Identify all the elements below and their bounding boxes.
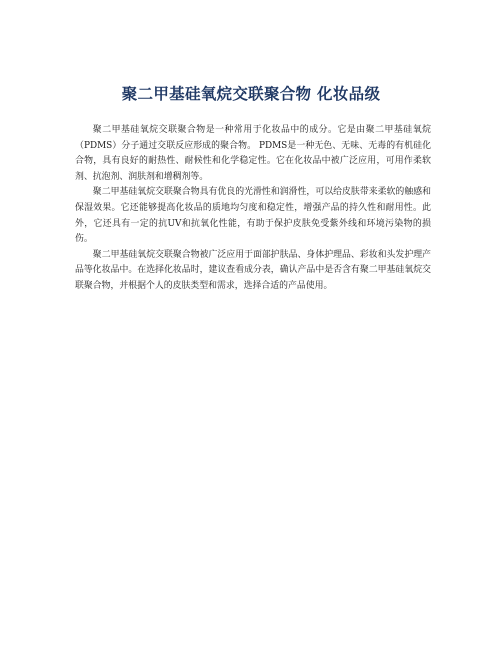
paragraph-2: 聚二甲基硅氧烷交联聚合物具有优良的光滑性和润滑性，可以给皮肤带来柔软的触感和保湿效果。它还能够提高化妆品的质地均匀度和稳定性，增强产品的持久性和耐用性。此外，它还具有一定的抗UV和抗氧化性能，有助于保护皮肤免受紫外线和环境污染物的损伤。 — [75, 187, 431, 245]
document-body — [75, 123, 431, 295]
document-title: 聚二甲基硅氧烷交联聚合物 化妆品级 — [121, 85, 381, 103]
paragraph-3: 聚二甲基硅氧烷交联聚合物被广泛应用于面部护肤品、身体护理品、彩妆和头发护理产品等化妆品中。在选择化妆品时，建议查看成分表，确认产品中是否含有聚二甲基硅氧烷交联聚合物，并根据个人的皮肤类型和需求，选择合适的产品使用。 — [75, 249, 431, 291]
paragraph-1: 聚二甲基硅氧烷交联聚合物是一种常用于化妆品中的成分。它是由聚二甲基硅氧烷（PDMS）分子通过交联反应形成的聚合物。 PDMS是一种无色、无味、无毒的有机硅化合物，具有良好的耐热性、耐候性和化学稳定性。它在化妆品中被广泛应用，可用作柔软剂、抗泡剂、润肤剂和增稠剂等。 — [75, 125, 431, 182]
